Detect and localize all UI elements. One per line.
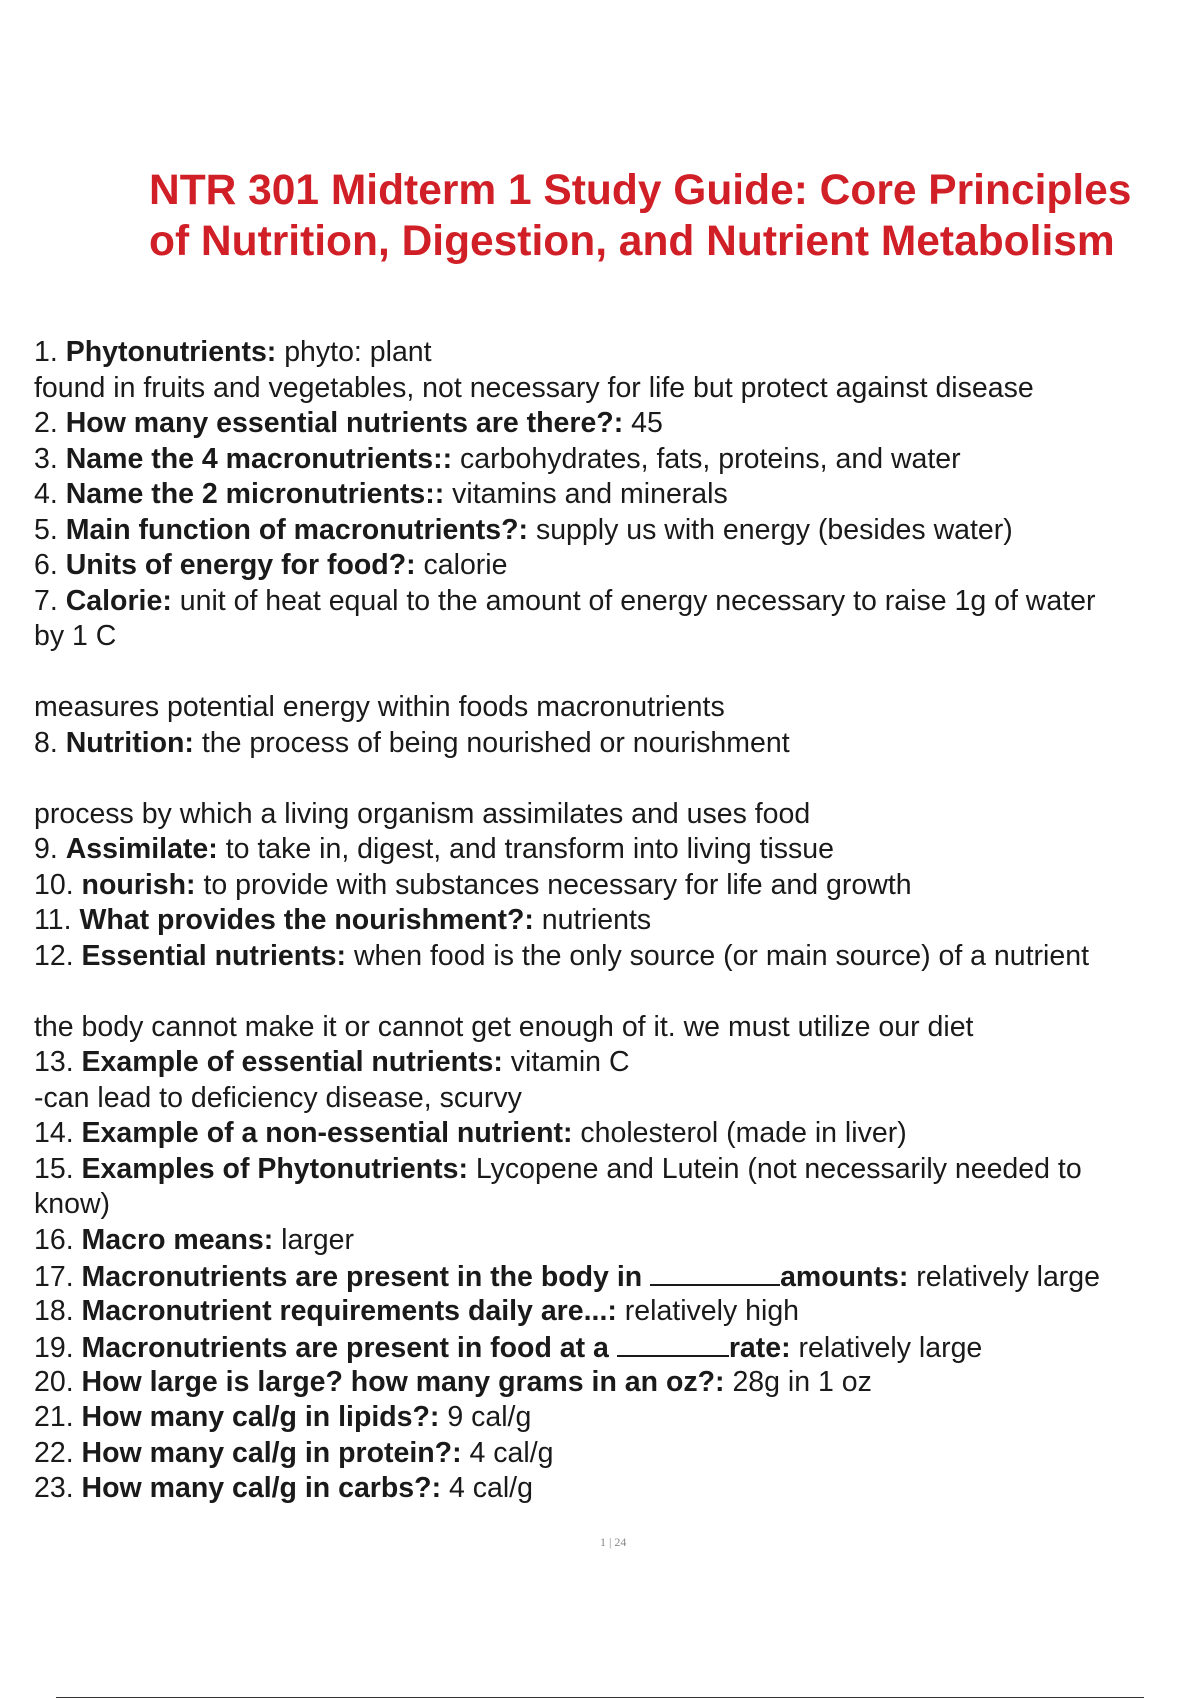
item-number: 2. xyxy=(34,407,58,439)
item-number: 7. xyxy=(34,584,58,617)
continuation-line xyxy=(34,371,1200,407)
item-number: 15. xyxy=(34,1152,74,1185)
item-answer: relatively high xyxy=(624,1294,800,1327)
item-number: 9. xyxy=(34,833,58,865)
item-number: 18. xyxy=(34,1294,74,1327)
study-item xyxy=(34,1258,1200,1294)
item-number: 6. xyxy=(34,549,58,581)
continuation-line xyxy=(34,1187,1200,1223)
item-number: 10. xyxy=(34,868,74,901)
item-answer: vitamin C xyxy=(510,1046,630,1078)
study-item xyxy=(34,903,1200,939)
item-term: nourish: xyxy=(81,868,196,901)
continuation-text: process by which a living organism assimilates and uses food xyxy=(34,797,811,830)
item-term: How many cal/g in lipids?: xyxy=(81,1401,440,1433)
study-item xyxy=(34,1436,1200,1472)
continuation-text: found in fruits and vegetables, not necessary for life but protect against disease xyxy=(34,371,1034,404)
item-answer: vitamins and minerals xyxy=(452,478,728,510)
item-term: Example of a non-essential nutrient: xyxy=(81,1117,573,1149)
study-item xyxy=(34,513,1200,549)
item-answer: Lycopene and Lutein (not necessarily needed to xyxy=(475,1152,1082,1185)
study-item xyxy=(34,1329,1200,1365)
blank-line xyxy=(34,974,1200,1010)
study-item xyxy=(34,868,1200,904)
continuation-line xyxy=(34,690,1200,726)
item-term: Nutrition: xyxy=(65,726,194,759)
item-term: Phytonutrients: xyxy=(65,336,277,368)
study-item xyxy=(34,584,1200,620)
item-term: Essential nutrients: xyxy=(81,939,347,972)
item-number: 17. xyxy=(34,1261,74,1293)
item-answer: when food is the only source (or main source) of a nutrient xyxy=(353,939,1089,972)
page-title-line-2: of Nutrition, Digestion, and Nutrient Metabolism xyxy=(149,218,1115,265)
continuation-line xyxy=(34,1081,1200,1117)
item-term: Macronutrients are present in the body in xyxy=(81,1261,643,1293)
item-term: Macronutrients are present in food at a xyxy=(81,1332,609,1364)
item-number: 14. xyxy=(34,1117,74,1149)
study-item xyxy=(34,1116,1200,1152)
continuation-text: by 1 C xyxy=(34,620,117,652)
item-answer: 4 cal/g xyxy=(448,1472,533,1504)
study-guide-list xyxy=(34,335,1200,1507)
item-answer: the process of being nourished or nourishment xyxy=(201,726,790,759)
continuation-text: -can lead to deficiency disease, scurvy xyxy=(34,1081,522,1114)
item-term: Name the 4 macronutrients:: xyxy=(65,442,453,475)
study-item xyxy=(34,939,1200,975)
item-number: 1. xyxy=(34,336,58,368)
item-term-suffix: rate: xyxy=(728,1332,791,1364)
item-number: 21. xyxy=(34,1401,74,1433)
continuation-line xyxy=(34,619,1200,655)
item-number: 12. xyxy=(34,939,74,972)
item-answer: relatively large xyxy=(798,1332,983,1364)
study-item xyxy=(34,406,1200,442)
item-number: 11. xyxy=(34,904,72,936)
item-answer: supply us with energy (besides water) xyxy=(535,513,1013,546)
item-term: How many essential nutrients are there?: xyxy=(65,407,624,439)
blank-line xyxy=(34,761,1200,797)
study-item xyxy=(34,442,1200,478)
item-term: Examples of Phytonutrients: xyxy=(81,1152,468,1185)
item-answer: cholesterol (made in liver) xyxy=(580,1117,907,1149)
item-term: Main function of macronutrients?: xyxy=(65,513,529,546)
item-answer: 4 cal/g xyxy=(469,1436,554,1469)
item-answer: larger xyxy=(281,1223,354,1256)
study-item xyxy=(34,1365,1200,1401)
study-item xyxy=(34,1152,1200,1188)
item-number: 3. xyxy=(34,442,58,475)
item-number: 13. xyxy=(34,1046,74,1078)
item-term: What provides the nourishment?: xyxy=(79,904,534,936)
page-title xyxy=(149,165,1200,267)
item-number: 20. xyxy=(34,1365,74,1398)
study-item xyxy=(34,1471,1200,1507)
item-term: Calorie: xyxy=(65,584,172,617)
fill-in-blank xyxy=(617,1329,729,1357)
study-item xyxy=(34,477,1200,513)
study-item xyxy=(34,1223,1200,1259)
item-term: How many cal/g in protein?: xyxy=(81,1436,462,1469)
page-number: 1 | 24 xyxy=(600,1535,627,1549)
item-number: 4. xyxy=(34,478,58,510)
item-answer: to provide with substances necessary for life and growth xyxy=(203,868,912,901)
continuation-text: the body cannot make it or cannot get enough of it. we must utilize our diet xyxy=(34,1010,974,1043)
page-title-line-1: NTR 301 Midterm 1 Study Guide: Core Principles xyxy=(149,167,1132,214)
study-item xyxy=(34,1400,1200,1436)
item-number: 5. xyxy=(34,513,58,546)
study-item xyxy=(34,335,1200,371)
continuation-line xyxy=(34,1010,1200,1046)
item-number: 23. xyxy=(34,1472,74,1504)
continuation-text: know) xyxy=(34,1188,111,1220)
study-item xyxy=(34,726,1200,762)
item-term: How large is large? how many grams in an oz?: xyxy=(81,1365,725,1398)
study-item xyxy=(34,832,1200,868)
blank-line xyxy=(34,655,1200,691)
item-number: 16. xyxy=(34,1223,74,1256)
item-term: Macronutrient requirements daily are...: xyxy=(81,1294,617,1327)
item-term-suffix: amounts: xyxy=(780,1261,909,1293)
study-item xyxy=(34,1294,1200,1330)
continuation-line xyxy=(34,797,1200,833)
study-item xyxy=(34,548,1200,584)
item-term: Macro means: xyxy=(81,1223,274,1256)
study-item xyxy=(34,1045,1200,1081)
item-answer: 45 xyxy=(631,407,663,439)
item-number: 8. xyxy=(34,726,58,759)
item-number: 22. xyxy=(34,1436,74,1469)
continuation-text: measures potential energy within foods macronutrients xyxy=(34,691,725,723)
item-term: Name the 2 micronutrients:: xyxy=(65,478,445,510)
item-answer: nutrients xyxy=(541,904,652,936)
item-term: How many cal/g in carbs?: xyxy=(81,1472,442,1504)
item-answer: carbohydrates, fats, proteins, and water xyxy=(460,442,961,475)
item-answer: 28g in 1 oz xyxy=(732,1365,872,1398)
item-term: Units of energy for food?: xyxy=(65,549,416,581)
item-number: 19. xyxy=(34,1332,74,1364)
item-answer: 9 cal/g xyxy=(447,1401,532,1433)
item-answer: calorie xyxy=(423,549,508,581)
item-answer: unit of heat equal to the amount of energy necessary to raise 1g of water xyxy=(179,584,1096,617)
item-answer: phyto: plant xyxy=(284,336,432,368)
item-answer: to take in, digest, and transform into living tissue xyxy=(225,833,834,865)
item-term: Example of essential nutrients: xyxy=(81,1046,503,1078)
fill-in-blank xyxy=(650,1258,780,1286)
item-term: Assimilate: xyxy=(65,833,218,865)
item-answer: relatively large xyxy=(916,1261,1100,1293)
footer-divider xyxy=(56,1697,1144,1698)
